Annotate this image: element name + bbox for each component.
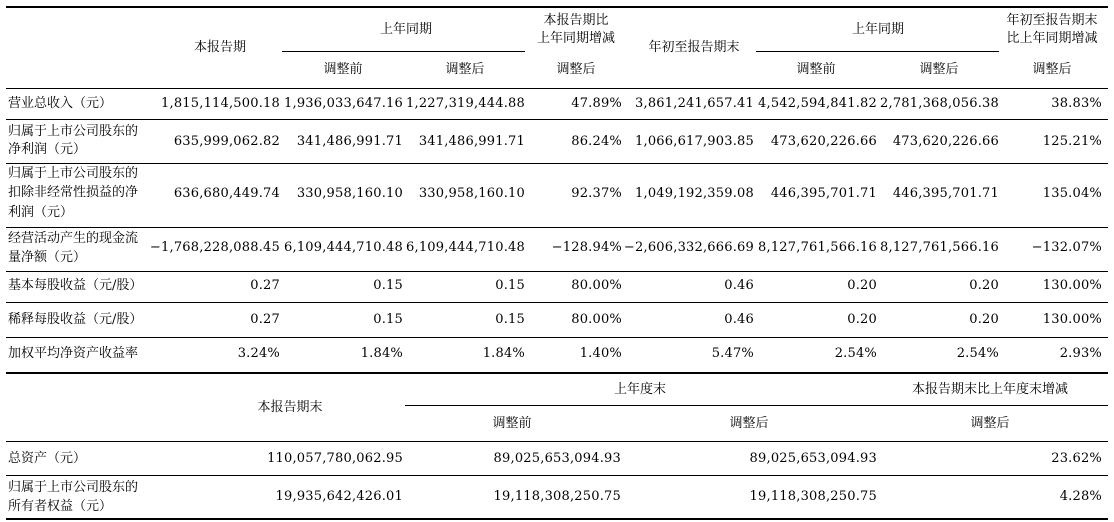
deducted-profit-ytd-before: 446,395,701.71 <box>770 186 877 201</box>
roe-ytd-after: 2.54% <box>956 346 999 361</box>
roe-before: 1.84% <box>360 346 403 361</box>
revenue-ytd: 3,861,241,657.41 <box>635 96 754 111</box>
top-header-bottom-border <box>6 88 1108 89</box>
diluted-eps-ytd-after: 0.20 <box>969 312 999 327</box>
bottom-table-bottom-border <box>6 518 1108 520</box>
header-after-adjustment-2: 调整后 <box>919 62 959 77</box>
net-profit-ytd-before: 473,620,226.66 <box>770 134 877 149</box>
basic-eps-change: 80.00% <box>571 278 622 293</box>
row-divider <box>6 163 1108 164</box>
roe-change: 1.40% <box>579 346 622 361</box>
deducted-profit-current: 636,680,449.74 <box>173 186 280 201</box>
revenue-after: 1,227,319,444.88 <box>406 96 525 111</box>
revenue-ytd-before: 4,542,594,841.82 <box>758 96 877 111</box>
revenue-ytd-change: 38.83% <box>1051 96 1102 111</box>
deducted-profit-ytd: 1,049,192,359.08 <box>635 186 754 201</box>
row-label-revenue: 营业总收入（元） <box>8 96 113 111</box>
header-before-adjustment-2: 调整前 <box>796 62 836 77</box>
revenue-before: 1,936,033,647.16 <box>284 96 403 111</box>
net-profit-ytd-change: 125.21% <box>1042 134 1102 149</box>
equity-change: 4.28% <box>1059 489 1102 504</box>
deducted-profit-after: 330,958,160.10 <box>418 186 525 201</box>
row-label-cash-flow-line2: 量净额（元） <box>8 250 87 265</box>
header-current-period: 本报告期 <box>193 40 247 55</box>
header-period-end: 本报告期末 <box>257 400 323 415</box>
total-assets-after: 89,025,653,094.93 <box>749 451 877 466</box>
net-profit-change: 86.24% <box>571 134 622 149</box>
row-label-deducted-profit-line2: 扣除非经常性损益的净 <box>8 185 139 200</box>
diluted-eps-ytd-before: 0.20 <box>847 312 877 327</box>
diluted-eps-before: 0.15 <box>373 312 403 327</box>
row-label-total-assets: 总资产（元） <box>8 451 87 466</box>
header-prior-year-same-period: 上年同期 <box>379 22 433 37</box>
header-after-adjustment: 调整后 <box>445 62 485 77</box>
cash-flow-ytd-before: 8,127,761,566.16 <box>758 240 877 255</box>
row-label-equity-line2: 所有者权益（元） <box>8 499 113 514</box>
row-divider <box>6 337 1108 338</box>
row-divider <box>6 475 1108 476</box>
net-profit-after: 341,486,991.71 <box>418 134 525 149</box>
deducted-profit-before: 330,958,160.10 <box>296 186 403 201</box>
net-profit-ytd-after: 473,620,226.66 <box>892 134 999 149</box>
deducted-profit-ytd-after: 446,395,701.71 <box>892 186 999 201</box>
total-assets-before: 89,025,653,094.93 <box>493 451 621 466</box>
header-ytd-change-text: 年初至报告期末 比上年同期增减 <box>1006 13 1098 46</box>
basic-eps-current: 0.27 <box>250 278 280 293</box>
deducted-profit-ytd-change: 135.04% <box>1042 186 1102 201</box>
header-prior-year-end: 上年度末 <box>613 382 667 397</box>
header-prior-year-2-underline <box>756 51 999 52</box>
header-after-adjustment-change: 调整后 <box>556 62 596 77</box>
equity-period-end: 19,935,642,426.01 <box>275 489 403 504</box>
basic-eps-ytd-after: 0.20 <box>969 278 999 293</box>
basic-eps-ytd-change: 130.00% <box>1042 278 1102 293</box>
roe-ytd-before: 2.54% <box>834 346 877 361</box>
cash-flow-before: 6,109,444,710.48 <box>284 240 403 255</box>
header-change-rate-text: 本报告期比 上年同期增减 <box>536 13 615 46</box>
row-divider <box>6 119 1108 120</box>
revenue-change: 47.89% <box>571 96 622 111</box>
roe-ytd-change: 2.93% <box>1059 346 1102 361</box>
header-ytd-change <box>997 12 1107 48</box>
diluted-eps-change: 80.00% <box>571 312 622 327</box>
header-ytd: 年初至报告期末 <box>648 40 740 55</box>
diluted-eps-ytd-change: 130.00% <box>1042 312 1102 327</box>
header-before-adjustment-bottom: 调整前 <box>492 416 532 431</box>
bottom-header-bottom-border <box>6 441 1108 442</box>
roe-ytd: 5.47% <box>711 346 754 361</box>
roe-after: 1.84% <box>482 346 525 361</box>
header-change: 本报告期末比上年度末增减 <box>911 382 1069 397</box>
row-divider <box>6 271 1108 272</box>
cash-flow-current: −1,768,228,088.45 <box>149 240 280 255</box>
cash-flow-ytd: −2,606,332,666.69 <box>623 240 754 255</box>
row-label-equity-line1: 归属于上市公司股东的 <box>8 480 139 495</box>
equity-after: 19,118,308,250.75 <box>749 489 877 504</box>
row-label-net-profit-line1: 归属于上市公司股东的 <box>8 124 139 139</box>
net-profit-ytd: 1,066,617,903.85 <box>635 134 754 149</box>
header-change-rate <box>526 12 626 48</box>
diluted-eps-ytd: 0.46 <box>724 312 754 327</box>
header-after-adjustment-change-2: 调整后 <box>1032 62 1072 77</box>
row-divider <box>6 227 1108 228</box>
header-prior-year-underline <box>282 51 525 52</box>
row-label-deducted-profit-line3: 利润（元） <box>8 205 74 220</box>
diluted-eps-after: 0.15 <box>495 312 525 327</box>
net-profit-current: 635,999,062.82 <box>173 134 280 149</box>
basic-eps-ytd: 0.46 <box>724 278 754 293</box>
row-label-diluted-eps: 稀释每股收益（元/股） <box>8 312 143 327</box>
header-prior-year-same-period-2: 上年同期 <box>851 22 905 37</box>
cash-flow-ytd-change: −132.07% <box>1031 240 1102 255</box>
header-after-adjustment-bottom: 调整后 <box>729 416 769 431</box>
row-label-cash-flow-line1: 经营活动产生的现金流 <box>8 231 139 246</box>
net-profit-before: 341,486,991.71 <box>296 134 403 149</box>
cash-flow-after: 6,109,444,710.48 <box>406 240 525 255</box>
header-before-adjustment: 调整前 <box>323 62 363 77</box>
row-label-basic-eps: 基本每股收益（元/股） <box>8 278 143 293</box>
basic-eps-after: 0.15 <box>495 278 525 293</box>
header-prior-year-end-underline <box>405 405 1108 406</box>
total-assets-period-end: 110,057,780,062.95 <box>267 451 403 466</box>
row-label-net-profit-line2: 净利润（元） <box>8 142 87 157</box>
row-label-roe: 加权平均净资产收益率 <box>8 346 139 361</box>
revenue-ytd-after: 2,781,368,056.38 <box>880 96 999 111</box>
header-after-adjustment-change-bottom: 调整后 <box>970 416 1010 431</box>
basic-eps-ytd-before: 0.20 <box>847 278 877 293</box>
revenue-current: 1,815,114,500.18 <box>161 96 280 111</box>
row-divider <box>6 302 1108 303</box>
row-label-deducted-profit-line1: 归属于上市公司股东的 <box>8 166 139 181</box>
equity-before: 19,118,308,250.75 <box>493 489 621 504</box>
total-assets-change: 23.62% <box>1051 451 1102 466</box>
cash-flow-change: −128.94% <box>551 240 622 255</box>
top-table-bottom-border <box>6 372 1108 374</box>
roe-current: 3.24% <box>237 346 280 361</box>
cash-flow-ytd-after: 8,127,761,566.16 <box>880 240 999 255</box>
deducted-profit-change: 92.37% <box>571 186 622 201</box>
top-table-top-border <box>6 6 1108 8</box>
diluted-eps-current: 0.27 <box>250 312 280 327</box>
basic-eps-before: 0.15 <box>373 278 403 293</box>
